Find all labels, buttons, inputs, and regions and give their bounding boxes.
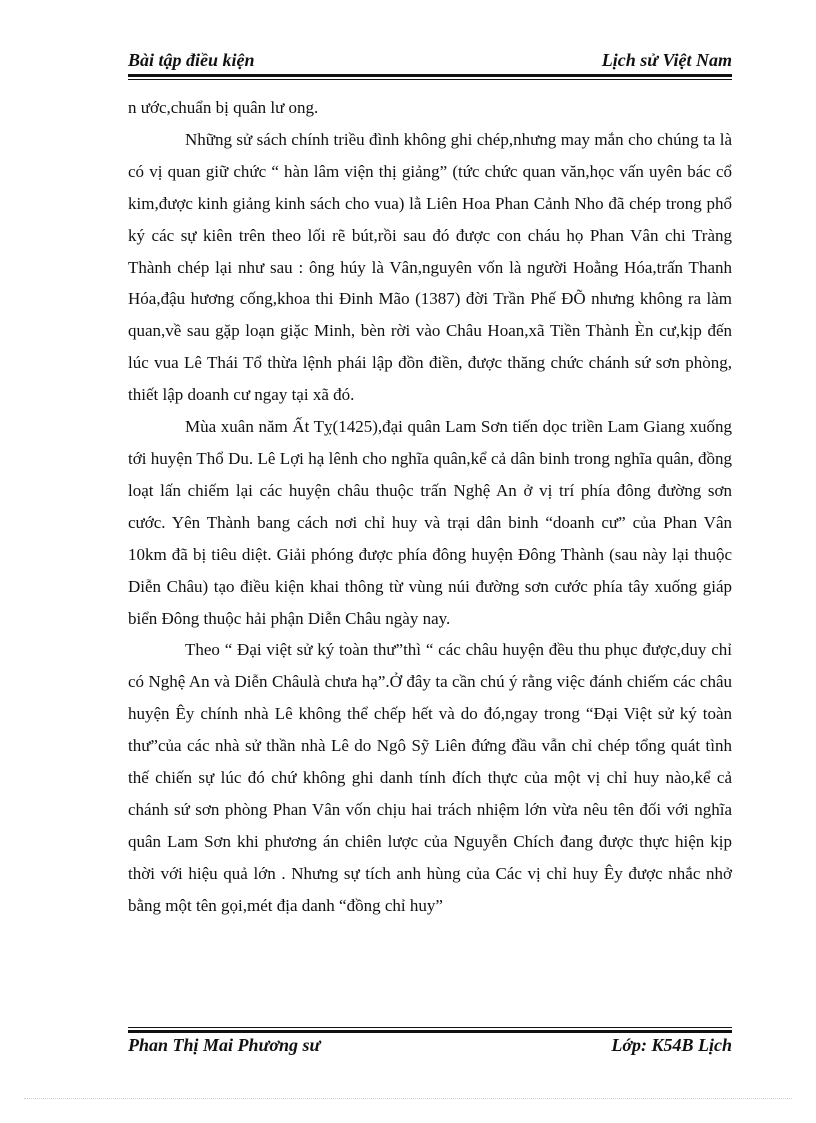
paragraph-1: Những sử sách chính triều đình không ghi chép,nhưng may mắn cho chúng ta là có vị quan giữ chức “ hàn lâm viện thị giảng” (tức chức quan văn,học vấn uyên bác cổ kim,được kinh giảng kinh sách cho vua) lằ Liên Hoa Phan Cảnh Nho đã chép trong phổ ký các sự kiên trên theo lối rẽ bút,rồi sau đó được con cháu họ Phan Vân chi Tràng Thành chép lại như sau : ông húy là Vân,nguyên vốn là người Hoằng Hóa,trấn Thanh Hóa,đậu hương cống,khoa thi Đinh Mão (1387) đời Trần Phế ĐÕ nhưng không ra làm quan,về sau gặp loạn giặc Minh, bèn rời vào Châu Hoan,xã Tiền Thành Èn cư,kịp đến lúc vua Lê Thái Tổ thừa lệnh phái lập đồn điền, được thăng chức chánh sứ sơn phòng, thiết lập doanh cư ngay tại xã đó. — [128, 129, 732, 405]
header-rule — [128, 74, 732, 80]
paragraph-continuation: n ước,chuẩn bị quân lư ong. — [128, 98, 319, 117]
page-header — [128, 50, 732, 72]
page-break-line — [24, 1098, 792, 1099]
footer-class: Lớp: K54B Lịch — [611, 1035, 732, 1055]
paragraph-3: Theo “ Đại việt sử ký toàn thư”thì “ các châu huyện đều thu phục được,duy chỉ có Nghệ An và Diễn Châulà chưa hạ”.Ở đây ta cần chú ý rằng việc đánh chiếm các châu huyện Êy chính nhà Lê không thể chếp hết và do đó,ngay trong “Đại Việt sử ký toàn thư”của các nhà sử thần nhà Lê do Ngô Sỹ Liên đứng đầu vẫn chỉ chép tổng quát tình thế chiến sự lúc đó chứ không ghi danh tính đích thực của một vị chỉ huy nào,kể cả chánh sứ sơn phòng Phan Vân vốn chịu hai trách nhiệm lớn vừa nêu tên đối với nghĩa quân Lam Sơn khi phương án chiên lược của Nguyễn Chích đang được thực hiện kịp thời với hiệu quả lớn . Nhưng sự tích anh hùng của Các vị chỉ huy Êy được nhắc nhở bằng một tên gọi,mét địa danh “đồng chỉ huy” — [128, 640, 732, 915]
document-body — [128, 92, 732, 922]
header-course-title: Bài tập điều kiện — [128, 50, 255, 70]
header-subject-title: Lịch sử Việt Nam — [601, 50, 732, 70]
footer-author: Phan Thị Mai Phương sư — [128, 1035, 321, 1055]
paragraph-2: Mùa xuân năm Ất Tỵ(1425),đại quân Lam Sơn tiến dọc triền Lam Giang xuống tới huyện Thổ Du. Lê Lợi hạ lênh cho nghĩa quân,kể cả dân binh trong nghĩa quân, đồng loạt lấn chiếm lại các huyện châu thuộc trấn Nghệ An ở vị trí phía đông đường sơn cước. Yên Thành bang cách nơi chỉ huy và trại dân binh “doanh cư” của Phan Vân 10km đã bị tiêu diệt. Giải phóng được phía đông huyện Đông Thành (sau này lại thuộc Diễn Châu) tạo điều kiện khai thông từ vùng núi đường sơn cước phía tây xuống giáp biển Đông thuộc hải phận Diễn Châu ngày nay. — [128, 417, 732, 628]
page-footer — [128, 1033, 732, 1079]
